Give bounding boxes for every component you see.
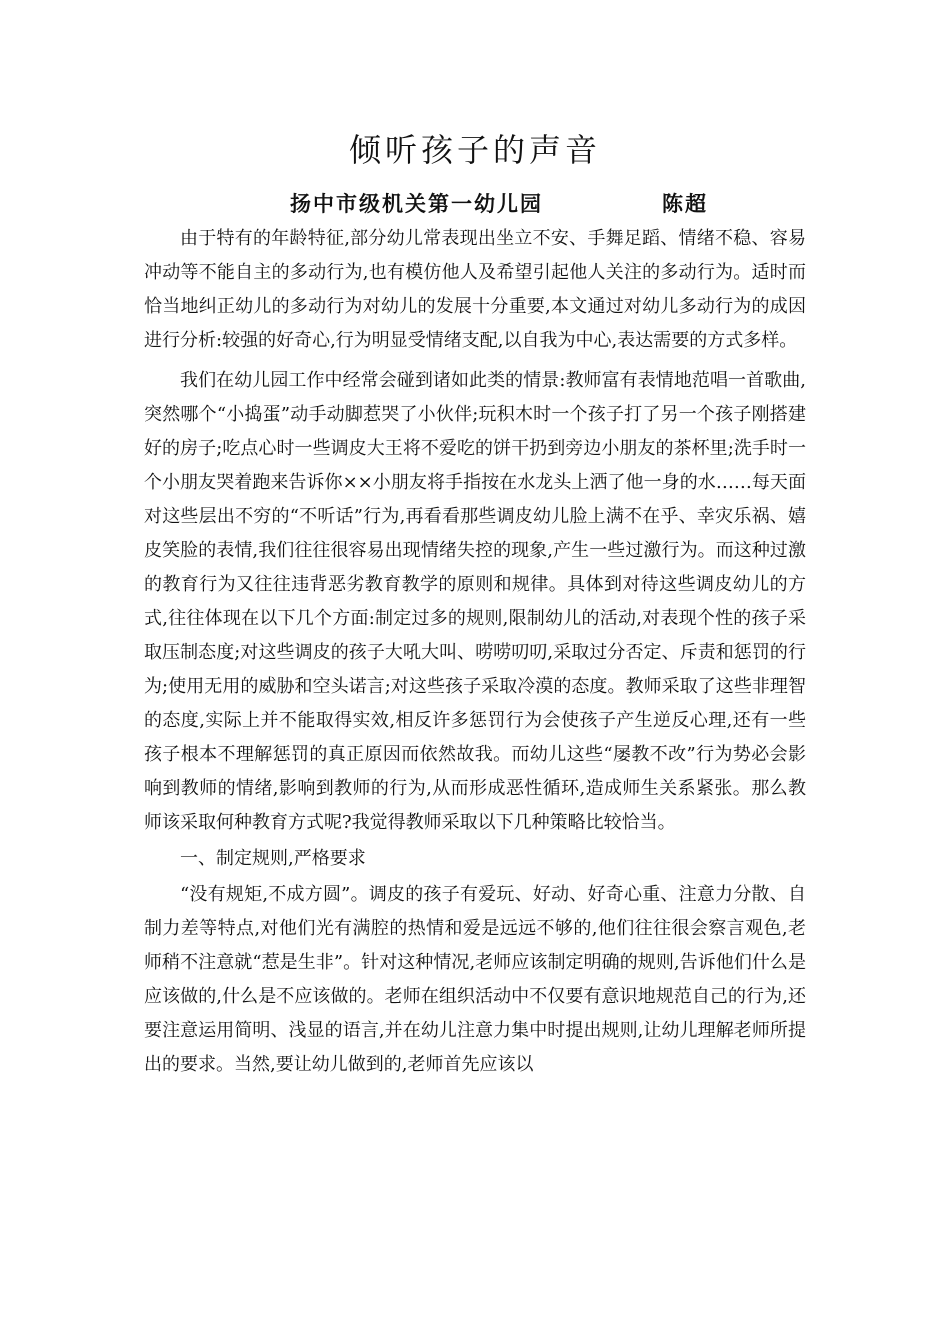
paragraph-scenarios: 我们在幼儿园工作中经常会碰到诸如此类的情景:教师富有表情地范唱一首歌曲,突然哪个“小捣蛋”动手动脚惹哭了小伙伴;玩积木时一个孩子打了另一个孩子刚搭建好的房子;吃点心时一些调皮大王将不爱吃的饼干扔到旁边小朋友的茶杯里;洗手时一个小朋友哭着跑来告诉你××小朋友将手指按在水龙头上洒了他一身的水……每天面对这些层出不穷的“不听话”行为,再看看那些调皮幼儿脸上满不在乎、幸灾乐祸、嬉皮笑脸的表情,我们往往很容易出现情绪失控的现象,产生一些过激行为。而这种过激的教育行为又往往违背恶劣教育教学的原则和规律。具体到对待这些调皮幼儿的方式,往往体现在以下几个方面:制定过多的规则,限制幼儿的活动,对表现个性的孩子采取压制态度;对这些调皮的孩子大吼大叫、唠唠叨叨,采取过分否定、斥责和惩罚的行为;使用无用的威胁和空头诺言;对这些孩子采取冷漠的态度。教师采取了这些非理智的态度,实际上并不能取得实效,相反许多惩罚行为会使孩子产生逆反心理,还有一些孩子根本不理解惩罚的真正原因而依然故我。而幼儿这些“屡教不改”行为势必会影响到教师的情绪,影响到教师的行为,从而形成恶性循环,造成师生关系紧张。那么教师该采取何种教育方式呢?我觉得教师采取以下几种策略比较恰当。 [144, 370, 806, 833]
section-heading-1: 一、制定规则,严格要求 [180, 848, 366, 869]
article-body [144, 222, 806, 1082]
byline [0, 186, 950, 222]
paragraph-intro: 由于特有的年龄特征,部分幼儿常表现出坐立不安、手舞足蹈、情绪不稳、容易冲动等不能自主的多动行为,也有模仿他人及希望引起他人关注的多动行为。适时而恰当地纠正幼儿的多动行为对幼儿的发展十分重要,本文通过对幼儿多动行为的成因进行分析:较强的好奇心,行为明显受情绪支配,以自我为中心,表达需要的方式多样。 [144, 228, 806, 351]
organization-name: 扬中市级机关第一幼儿园 [290, 191, 543, 216]
author-name: 陈超 [662, 191, 708, 216]
page-title: 倾听孩子的声音 [348, 131, 601, 169]
paragraph-rules: “没有规矩,不成方圆”。调皮的孩子有爱玩、好动、好奇心重、注意力分散、自制力差等特点,对他们光有满腔的热情和爱是远远不够的,他们往往很会察言观色,老师稍不注意就“惹是生非”。针对这种情况,老师应该制定明确的规则,告诉他们什么是应该做的,什么是不应该做的。老师在组织活动中不仅要有意识地规范自己的行为,还要注意运用简明、浅显的语言,并在幼儿注意力集中时提出规则,让幼儿理解老师所提出的要求。当然,要让幼儿做到的,老师首先应该以 [144, 884, 806, 1075]
